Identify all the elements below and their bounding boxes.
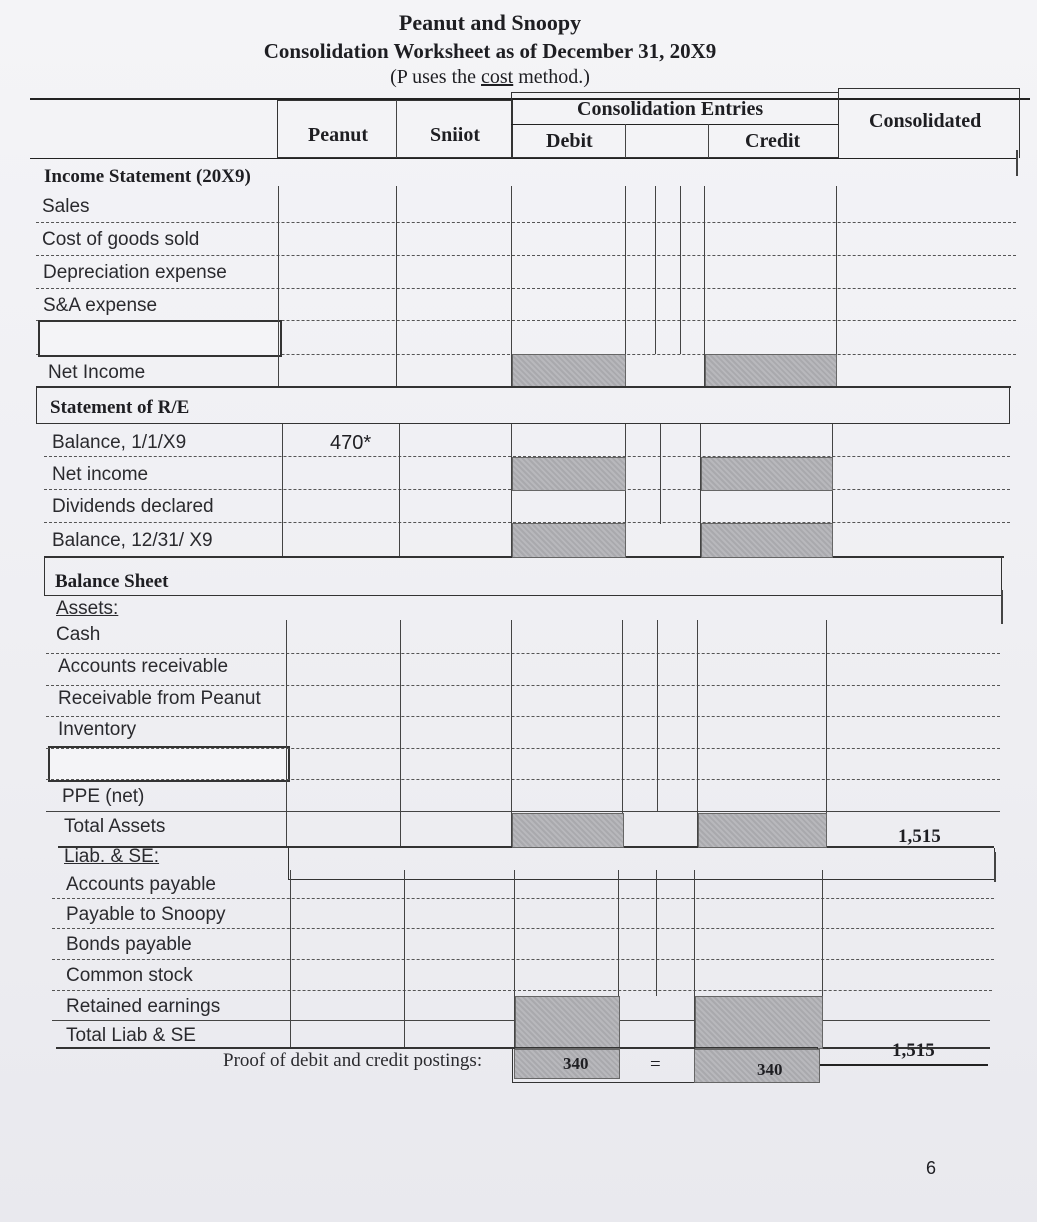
total-assets-consolidated: 1,515 <box>898 826 941 847</box>
row-ar: Accounts receivable <box>58 656 229 677</box>
row-sa-expense: S&A expense <box>43 295 158 316</box>
assets-title: Assets: <box>56 598 119 619</box>
col-consolidation-entries: Consolidation Entries <box>577 98 764 120</box>
divider <box>396 186 397 386</box>
table-row <box>46 811 1000 812</box>
method-note-prefix: (P uses the <box>390 66 482 88</box>
section-rule <box>30 158 1018 159</box>
row-depreciation: Depreciation expense <box>43 262 227 283</box>
blank-label-field[interactable] <box>48 746 290 782</box>
table-row <box>52 898 994 899</box>
blank-label-field[interactable] <box>38 320 282 357</box>
table-row <box>36 222 1016 223</box>
col-credit: Credit <box>745 130 801 152</box>
row-cogs: Cost of goods sold <box>42 229 200 250</box>
liab-title: Liab. & SE: <box>64 846 160 867</box>
table-row <box>52 928 994 929</box>
table-row <box>52 959 994 960</box>
col-peanut: Peanut <box>308 124 368 146</box>
shaded-cell <box>701 523 833 558</box>
page-number: 6 <box>926 1158 937 1178</box>
company-title: Peanut and Snoopy <box>398 10 582 35</box>
divider <box>656 870 657 996</box>
col-consolidated: Consolidated <box>869 110 982 132</box>
total-rule <box>820 1064 988 1066</box>
table-row <box>46 653 1000 654</box>
divider <box>660 424 661 524</box>
row-payable-to-snoopy: Payable to Snoopy <box>66 904 226 925</box>
divider <box>290 870 291 1047</box>
proof-debit-total: 340 <box>563 1054 589 1073</box>
bs-title: Balance Sheet <box>55 571 169 592</box>
divider <box>404 870 405 1047</box>
shaded-cell <box>701 457 833 491</box>
col-debit: Debit <box>546 130 593 152</box>
table-row <box>36 288 1016 289</box>
shaded-cell <box>512 457 626 491</box>
method-note-suffix: method.) <box>513 66 590 88</box>
divider <box>680 186 681 354</box>
proof-label: Proof of debit and credit postings: <box>223 1050 483 1071</box>
shaded-cell <box>698 813 827 848</box>
row-cash: Cash <box>56 624 101 645</box>
col-sniiot: Sniiot <box>430 124 481 146</box>
divider <box>1001 590 1003 624</box>
re-title: Statement of R/E <box>50 397 190 418</box>
row-balance-end: Balance, 12/31/ X9 <box>52 530 213 551</box>
row-common-stock: Common stock <box>66 965 193 986</box>
row-net-income: Net Income <box>48 362 146 383</box>
divider <box>396 100 397 158</box>
row-dividends: Dividends declared <box>52 496 214 517</box>
shaded-cell <box>515 996 620 1049</box>
row-balance-begin: Balance, 1/1/X9 <box>52 432 187 453</box>
row-ap: Accounts payable <box>66 874 216 895</box>
divider <box>278 186 279 386</box>
row-ppe: PPE (net) <box>62 786 145 807</box>
shaded-cell <box>705 354 837 387</box>
table-row <box>52 990 992 991</box>
worksheet-title: Consolidation Worksheet as of December 31, 20X9 <box>263 39 717 63</box>
method-note-word: cost <box>481 66 514 88</box>
divider <box>400 620 401 846</box>
table-row <box>46 716 1000 717</box>
proof-equals: = <box>650 1054 661 1075</box>
peanut-balance-value: 470* <box>330 432 372 454</box>
row-re-net-income: Net income <box>52 464 149 485</box>
table-row <box>46 748 1000 749</box>
proof-credit-total: 340 <box>757 1060 783 1079</box>
divider <box>657 620 658 812</box>
divider <box>708 124 709 158</box>
table-row <box>36 255 1016 256</box>
row-total-liab: Total Liab & SE <box>66 1025 196 1046</box>
row-retained-earnings: Retained earnings <box>66 996 221 1017</box>
row-receivable-from-peanut: Receivable from Peanut <box>58 688 261 709</box>
divider <box>655 186 656 354</box>
shaded-cell <box>512 523 626 558</box>
divider <box>994 852 996 882</box>
divider <box>286 620 287 846</box>
total-liab-consolidated: 1,515 <box>892 1040 935 1061</box>
shaded-cell <box>512 813 624 848</box>
divider <box>282 424 283 556</box>
table-row <box>46 779 1000 780</box>
row-bonds-payable: Bonds payable <box>66 934 192 955</box>
row-sales: Sales <box>42 196 90 217</box>
divider <box>1016 150 1018 176</box>
table-row <box>46 685 1000 686</box>
method-note <box>0 66 980 89</box>
row-total-assets: Total Assets <box>64 816 166 837</box>
entries-divider <box>511 124 839 125</box>
shaded-cell <box>512 354 626 387</box>
row-inventory: Inventory <box>58 719 137 740</box>
liab-header-box <box>288 848 995 880</box>
divider <box>399 424 400 556</box>
income-statement-title: Income Statement (20X9) <box>44 166 251 187</box>
bs-section-box <box>44 558 1002 596</box>
shaded-cell <box>695 996 823 1049</box>
divider <box>625 124 626 158</box>
